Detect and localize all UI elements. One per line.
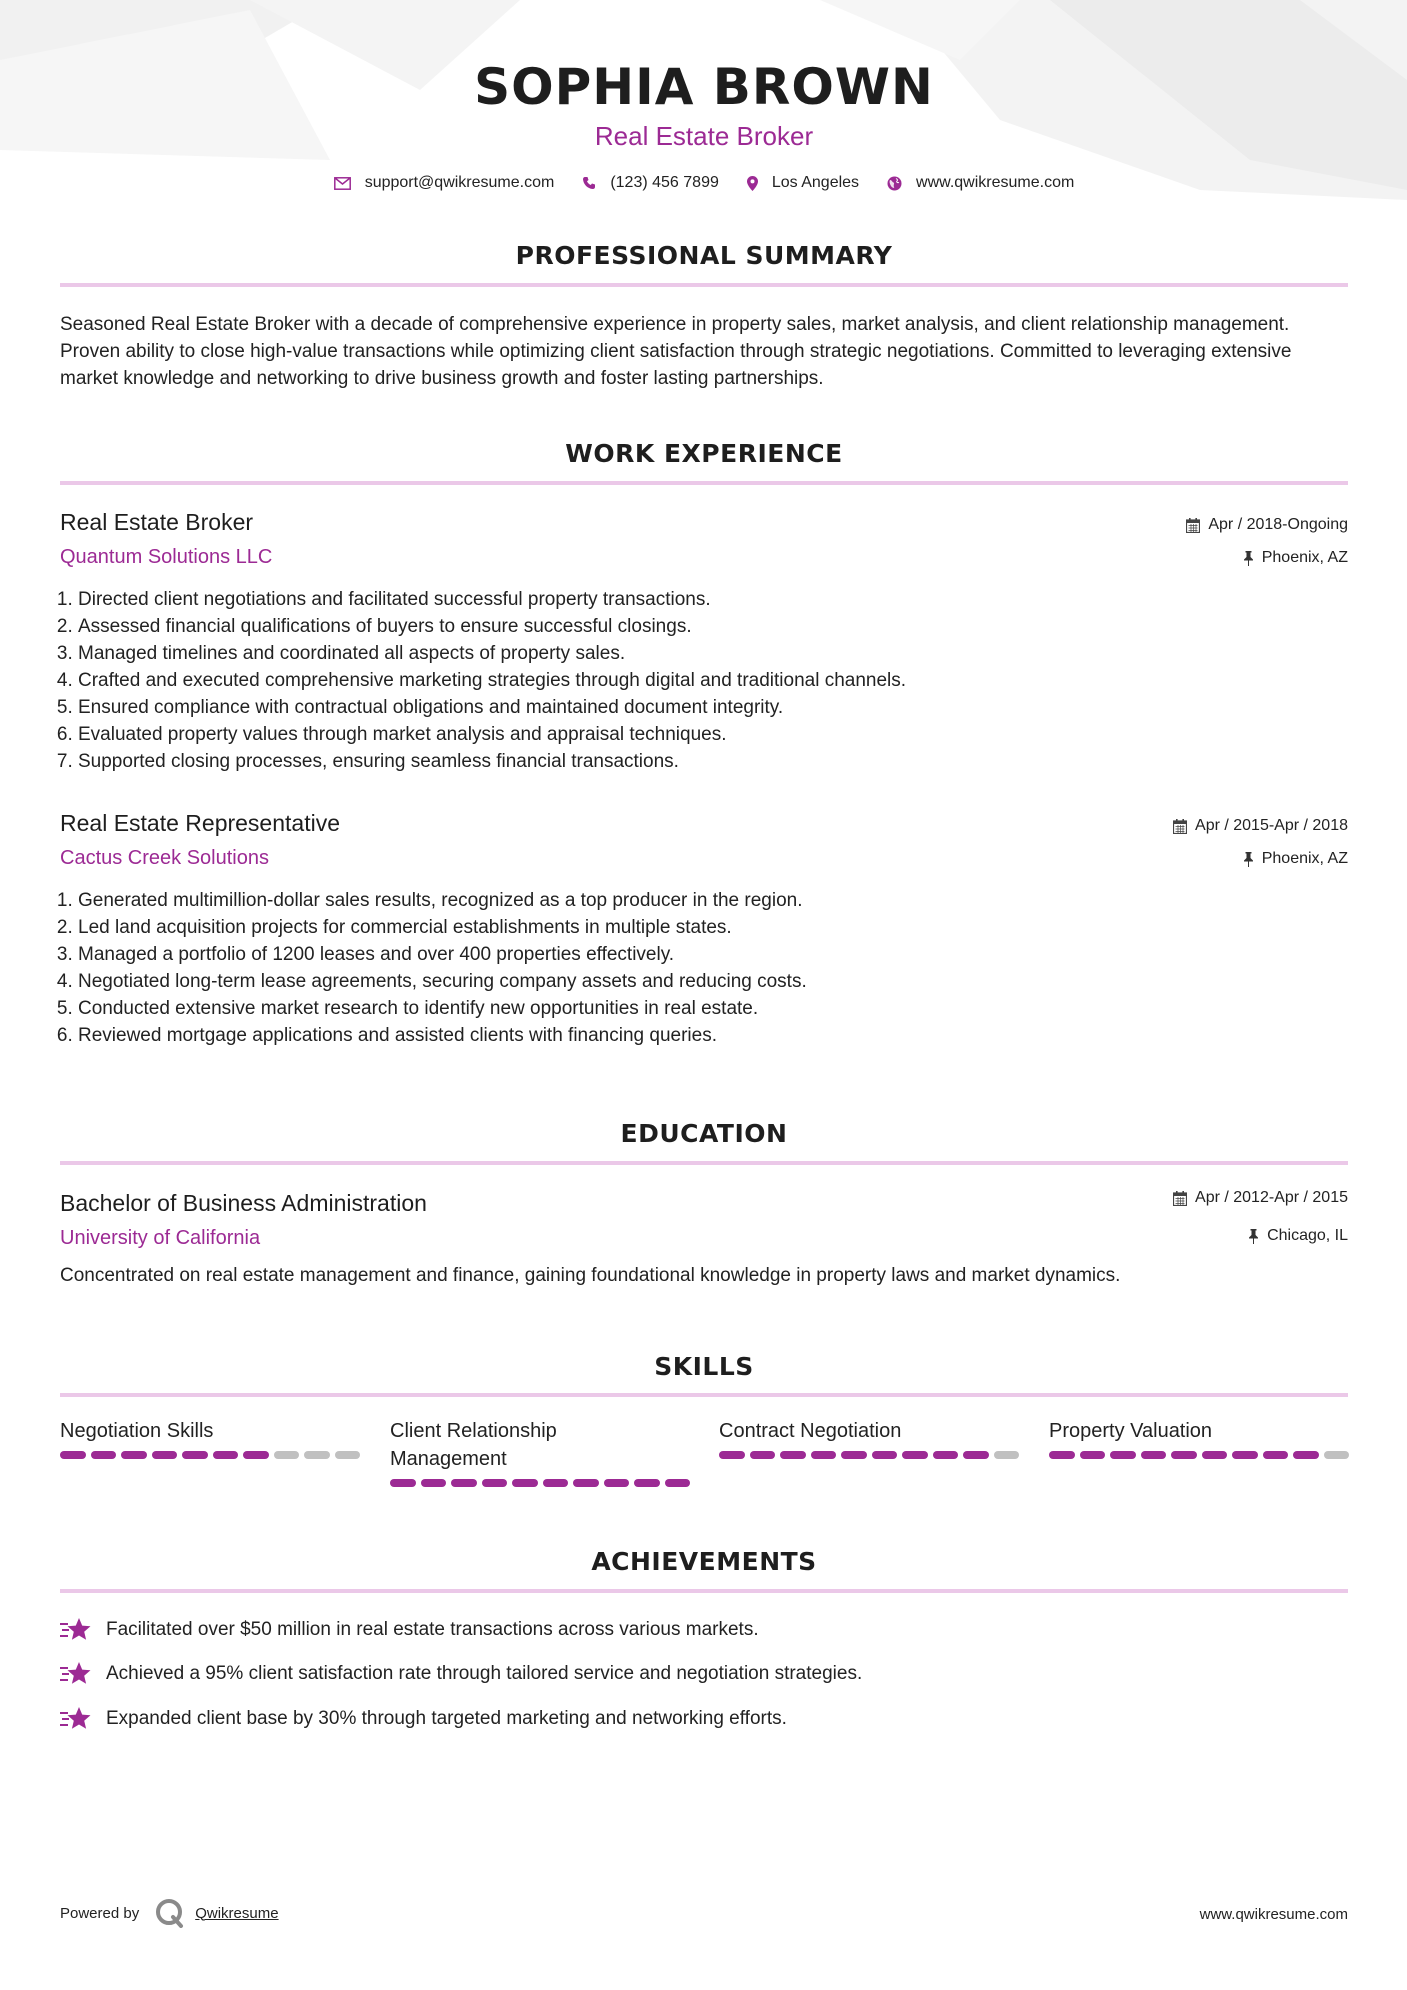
rating-dot: [604, 1479, 630, 1487]
rating-dot: [634, 1479, 660, 1487]
rating-dot: [1080, 1451, 1106, 1459]
contact-phone[interactable]: [582, 174, 719, 192]
powered-by-label: Powered by: [60, 1904, 140, 1922]
summary-heading: PROFESSIONAL SUMMARY: [515, 241, 893, 270]
job-bullet-list: [60, 887, 1348, 1049]
experience-divider: [60, 481, 1348, 485]
job-dates: [1173, 817, 1348, 835]
list-item: 3. Managed a portfolio of 1200 leases and over 400 properties effectively.: [78, 941, 1348, 968]
rating-dot: [482, 1479, 508, 1487]
rating-dot: [274, 1451, 300, 1459]
skill-rating: [719, 1451, 1019, 1459]
phone-icon: [582, 176, 596, 190]
star-icon: [60, 1617, 92, 1643]
candidate-title: Real Estate Broker: [594, 121, 814, 151]
skill-name: Property Valuation: [1049, 1420, 1213, 1442]
rating-dot: [719, 1451, 745, 1459]
rating-dot: [335, 1451, 361, 1459]
rating-dot: [841, 1451, 867, 1459]
envelope-icon: [334, 177, 351, 190]
contact-bar: [60, 174, 1348, 192]
rating-dot: [994, 1451, 1020, 1459]
rating-dot: [1324, 1451, 1350, 1459]
rating-dot: [451, 1479, 477, 1487]
education-dates-text: Apr / 2012-Apr / 2015: [1195, 1189, 1348, 1206]
education-degree: Bachelor of Business Administration: [60, 1190, 427, 1216]
rating-dot: [1049, 1451, 1075, 1459]
contact-email-text: support@qwikresume.com: [364, 174, 555, 191]
achievement-text: Achieved a 95% client satisfaction rate through tailored service and negotiation strategies.: [106, 1663, 863, 1684]
rating-dot: [213, 1451, 239, 1459]
list-item: 2. Led land acquisition projects for commercial establishments in multiple states.: [78, 914, 1348, 941]
skills-heading: SKILLS: [654, 1352, 754, 1381]
contact-location: [747, 174, 859, 192]
rating-dot: [1232, 1451, 1258, 1459]
rating-dot: [1263, 1451, 1289, 1459]
footer-powered-by: [60, 1898, 279, 1928]
rating-dot: [243, 1451, 269, 1459]
list-item: 6. Reviewed mortgage applications and assisted clients with financing queries.: [78, 1022, 1348, 1049]
education-location-text: Chicago, IL: [1267, 1227, 1348, 1244]
rating-dot: [933, 1451, 959, 1459]
rating-dot: [1141, 1451, 1167, 1459]
skill-rating: [60, 1451, 360, 1459]
job-dates-text: Apr / 2015-Apr / 2018: [1195, 817, 1348, 834]
education-divider: [60, 1161, 1348, 1165]
summary-text: Seasoned Real Estate Broker with a decade of comprehensive experience in property sales, market analysis, and client relationship management. Proven ability to close high-value transactions while optimizing client satisfaction through strategic negotiations. Committed to leveraging extensive market knowledge and networking to drive business growth and foster lasting partnerships.: [60, 314, 1292, 389]
job-location-text: Phoenix, AZ: [1261, 549, 1348, 566]
calendar-icon: [1186, 518, 1200, 533]
qwikresume-logo-icon: [155, 1898, 185, 1928]
education-location: [1248, 1227, 1348, 1245]
rating-dot: [780, 1451, 806, 1459]
rating-dot: [512, 1479, 538, 1487]
skill-item: [390, 1417, 690, 1487]
list-item: 6. Evaluated property values through market analysis and appraisal techniques.: [78, 721, 1348, 748]
skill-name: Contract Negotiation: [719, 1420, 902, 1442]
list-item: 1. Directed client negotiations and facilitated successful property transactions.: [78, 586, 1348, 613]
pushpin-icon: [1248, 1229, 1259, 1244]
list-item: 2. Assessed financial qualifications of buyers to ensure successful closings.: [78, 613, 1348, 640]
globe-icon: [887, 176, 902, 191]
skill-name: Client Relationship Management: [390, 1420, 557, 1470]
skills-divider: [60, 1393, 1348, 1397]
summary-divider: [60, 283, 1348, 287]
rating-dot: [872, 1451, 898, 1459]
contact-website[interactable]: [887, 174, 1074, 192]
rating-dot: [750, 1451, 776, 1459]
rating-dot: [390, 1479, 416, 1487]
education-heading: EDUCATION: [620, 1119, 788, 1148]
map-pin-icon: [747, 176, 758, 191]
skill-name: Negotiation Skills: [60, 1420, 214, 1442]
list-item: 3. Managed timelines and coordinated all aspects of property sales.: [78, 640, 1348, 667]
job-title: Real Estate Representative: [60, 810, 340, 836]
rating-dot: [665, 1479, 691, 1487]
achievements-heading: ACHIEVEMENTS: [591, 1547, 817, 1576]
achievements-divider: [60, 1589, 1348, 1593]
rating-dot: [1202, 1451, 1228, 1459]
job-bullet-list: [60, 586, 1348, 775]
calendar-icon: [1173, 1191, 1187, 1206]
pushpin-icon: [1243, 551, 1254, 566]
job-company: Cactus Creek Solutions: [60, 847, 269, 869]
contact-website-text: www.qwikresume.com: [916, 174, 1075, 191]
skill-rating: [390, 1479, 690, 1487]
experience-heading: WORK EXPERIENCE: [565, 439, 843, 468]
list-item: 5. Ensured compliance with contractual obligations and maintained document integrity.: [78, 694, 1348, 721]
qwikresume-link[interactable]: Qwikresume: [195, 1904, 279, 1922]
contact-location-text: Los Angeles: [771, 174, 860, 191]
education-description: Concentrated on real estate management and finance, gaining foundational knowledge in property laws and market dynamics.: [60, 1265, 1121, 1286]
pushpin-icon: [1243, 852, 1254, 867]
rating-dot: [811, 1451, 837, 1459]
list-item: 4. Negotiated long-term lease agreements, securing company assets and reducing costs.: [78, 968, 1348, 995]
job-dates-text: Apr / 2018-Ongoing: [1208, 516, 1348, 533]
skill-item: [719, 1417, 1019, 1459]
rating-dot: [573, 1479, 599, 1487]
achievement-item: [60, 1706, 787, 1732]
list-item: 5. Conducted extensive market research to identify new opportunities in real estate.: [78, 995, 1348, 1022]
job-company: Quantum Solutions LLC: [60, 546, 273, 568]
rating-dot: [182, 1451, 208, 1459]
rating-dot: [91, 1451, 117, 1459]
rating-dot: [902, 1451, 928, 1459]
achievement-text: Facilitated over $50 million in real estate transactions across various markets.: [106, 1619, 759, 1640]
calendar-icon: [1173, 819, 1187, 834]
rating-dot: [1293, 1451, 1319, 1459]
job-location: [1243, 850, 1348, 868]
job-location-text: Phoenix, AZ: [1261, 850, 1348, 867]
contact-email[interactable]: [334, 174, 555, 192]
list-item: 7. Supported closing processes, ensuring seamless financial transactions.: [78, 748, 1348, 775]
rating-dot: [60, 1451, 86, 1459]
star-icon: [60, 1661, 92, 1687]
list-item: 1. Generated multimillion-dollar sales results, recognized as a top producer in the region.: [78, 887, 1348, 914]
contact-phone-text: (123) 456 7899: [610, 174, 719, 191]
star-icon: [60, 1706, 92, 1732]
footer-website[interactable]: www.qwikresume.com: [1199, 1906, 1348, 1923]
rating-dot: [121, 1451, 147, 1459]
rating-dot: [421, 1479, 447, 1487]
job-location: [1243, 549, 1348, 567]
rating-dot: [152, 1451, 178, 1459]
list-item: 4. Crafted and executed comprehensive marketing strategies through digital and traditional channels.: [78, 667, 1348, 694]
achievement-text: Expanded client base by 30% through targeted marketing and networking efforts.: [106, 1708, 787, 1729]
rating-dot: [963, 1451, 989, 1459]
achievement-item: [60, 1617, 759, 1643]
job-dates: [1186, 516, 1348, 534]
rating-dot: [304, 1451, 330, 1459]
skill-item: [1049, 1417, 1349, 1459]
rating-dot: [1171, 1451, 1197, 1459]
achievement-item: [60, 1661, 862, 1687]
rating-dot: [1110, 1451, 1136, 1459]
education-school: University of California: [60, 1227, 261, 1249]
job-title: Real Estate Broker: [60, 509, 254, 535]
skill-rating: [1049, 1451, 1349, 1459]
skill-item: [60, 1417, 360, 1459]
rating-dot: [543, 1479, 569, 1487]
candidate-name: SOPHIA BROWN: [474, 58, 934, 116]
education-dates: [1173, 1189, 1348, 1207]
